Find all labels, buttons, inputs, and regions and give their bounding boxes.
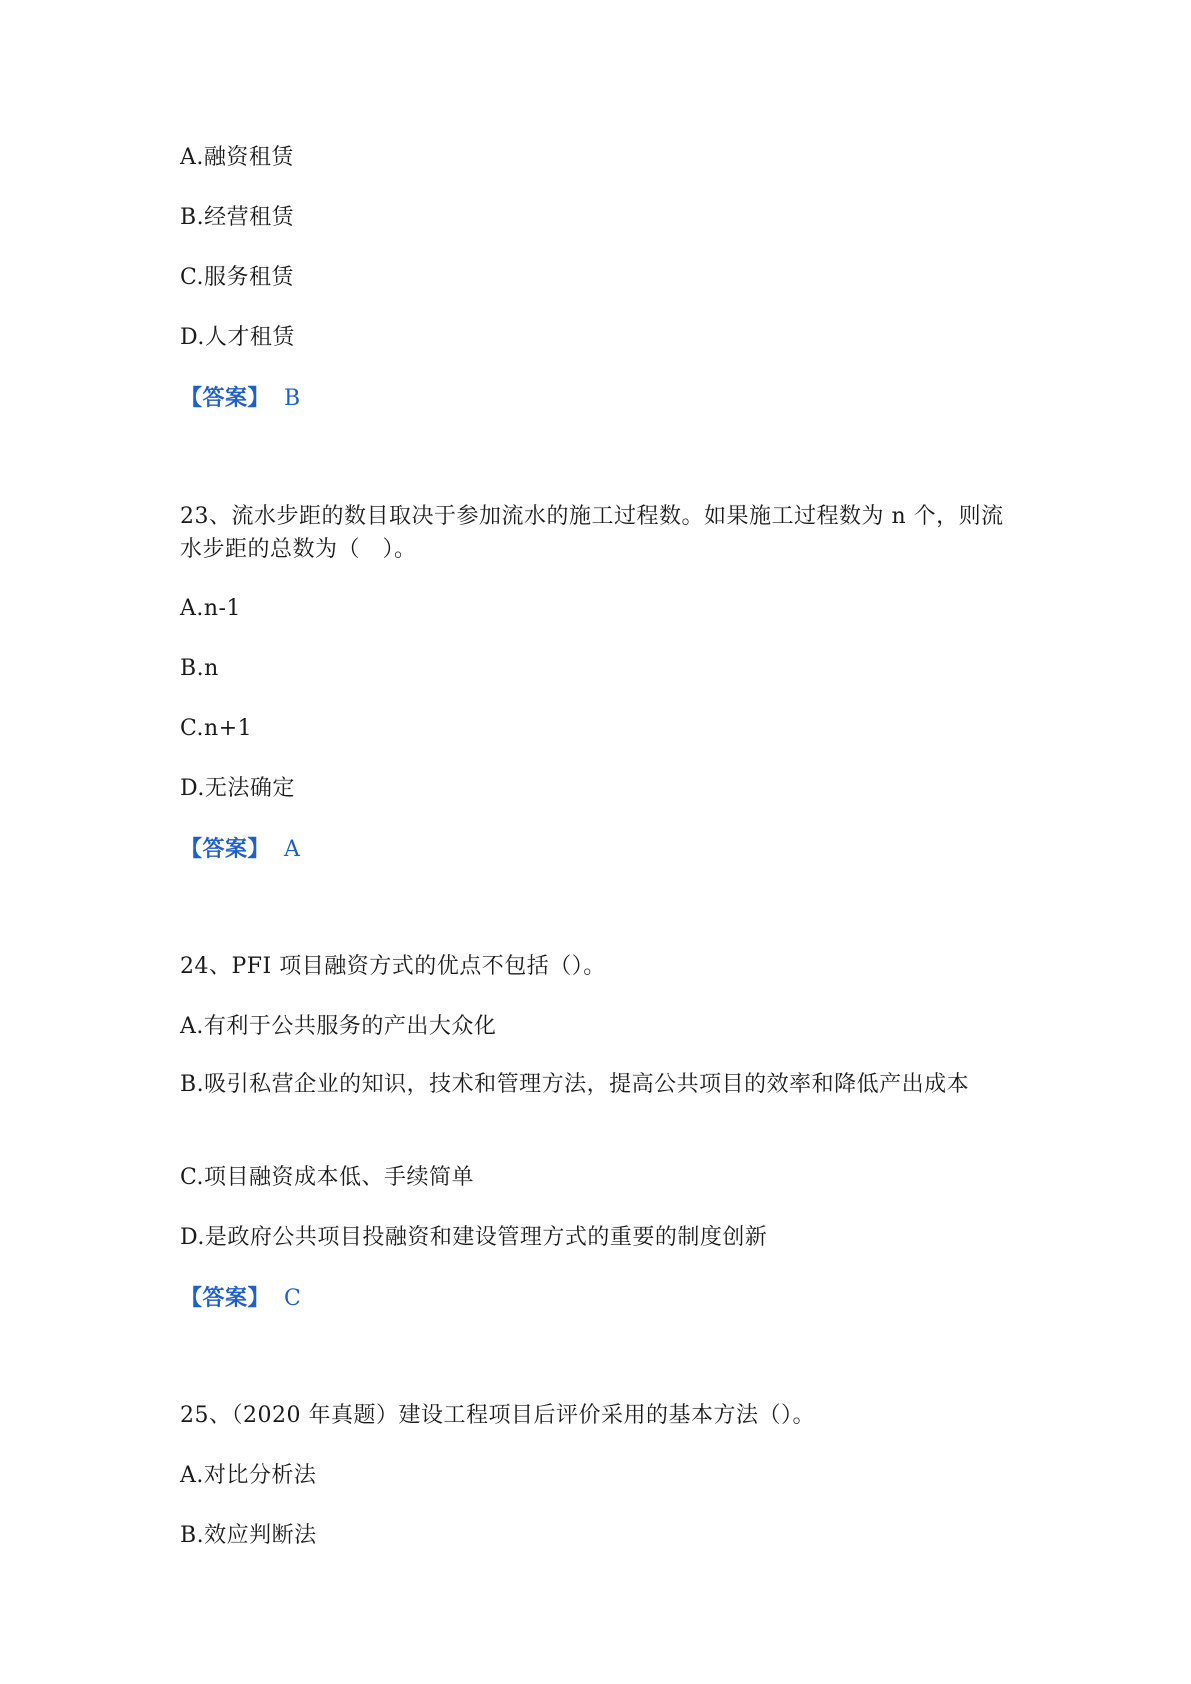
q24-answer [180,1283,1020,1314]
q23-option-b: B.n [180,656,219,681]
q25-option-a: A.对比分析法 [180,1463,317,1488]
q24-option-a: A.有利于公共服务的产出大众化 [180,1014,497,1039]
q22-answer-value: B [284,386,301,411]
q23-answer [180,834,1020,865]
q24-option-d: D.是政府公共项目投融资和建设管理方式的重要的制度创新 [180,1225,768,1250]
q23-option-a: A.n-1 [180,596,241,621]
q24-question: 24、PFI 项目融资方式的优点不包括（）。 [180,954,606,979]
q23-question: 23、流水步距的数目取决于参加流水的施工过程数。如果施工过程数为 n 个，则流水步距的总数为（ ）。 [180,504,1004,562]
q22-option-a: A.融资租赁 [180,145,294,170]
q23-answer-value: A [284,837,301,862]
q25-question: 25、（2020 年真题）建设工程项目后评价采用的基本方法（）。 [180,1403,815,1428]
q24-answer-label: 【答案】 [180,1285,271,1311]
q23-answer-label: 【答案】 [180,836,271,862]
q22-option-c: C.服务租赁 [180,265,295,290]
q22-option-b: B.经营租赁 [180,205,295,230]
q23-option-c: C.n+1 [180,716,253,741]
q24-answer-value: C [284,1286,302,1311]
q25-option-b: B.效应判断法 [180,1523,317,1548]
q24-option-c: C.项目融资成本低、手续简单 [180,1165,475,1190]
q22-option-d: D.人才租赁 [180,325,295,350]
q23-option-d: D.无法确定 [180,776,295,801]
q22-answer-label: 【答案】 [180,385,271,411]
q24-option-b: B.吸引私营企业的知识，技术和管理方法，提高公共项目的效率和降低产出成本 [180,1072,970,1097]
q22-answer [180,383,1020,414]
